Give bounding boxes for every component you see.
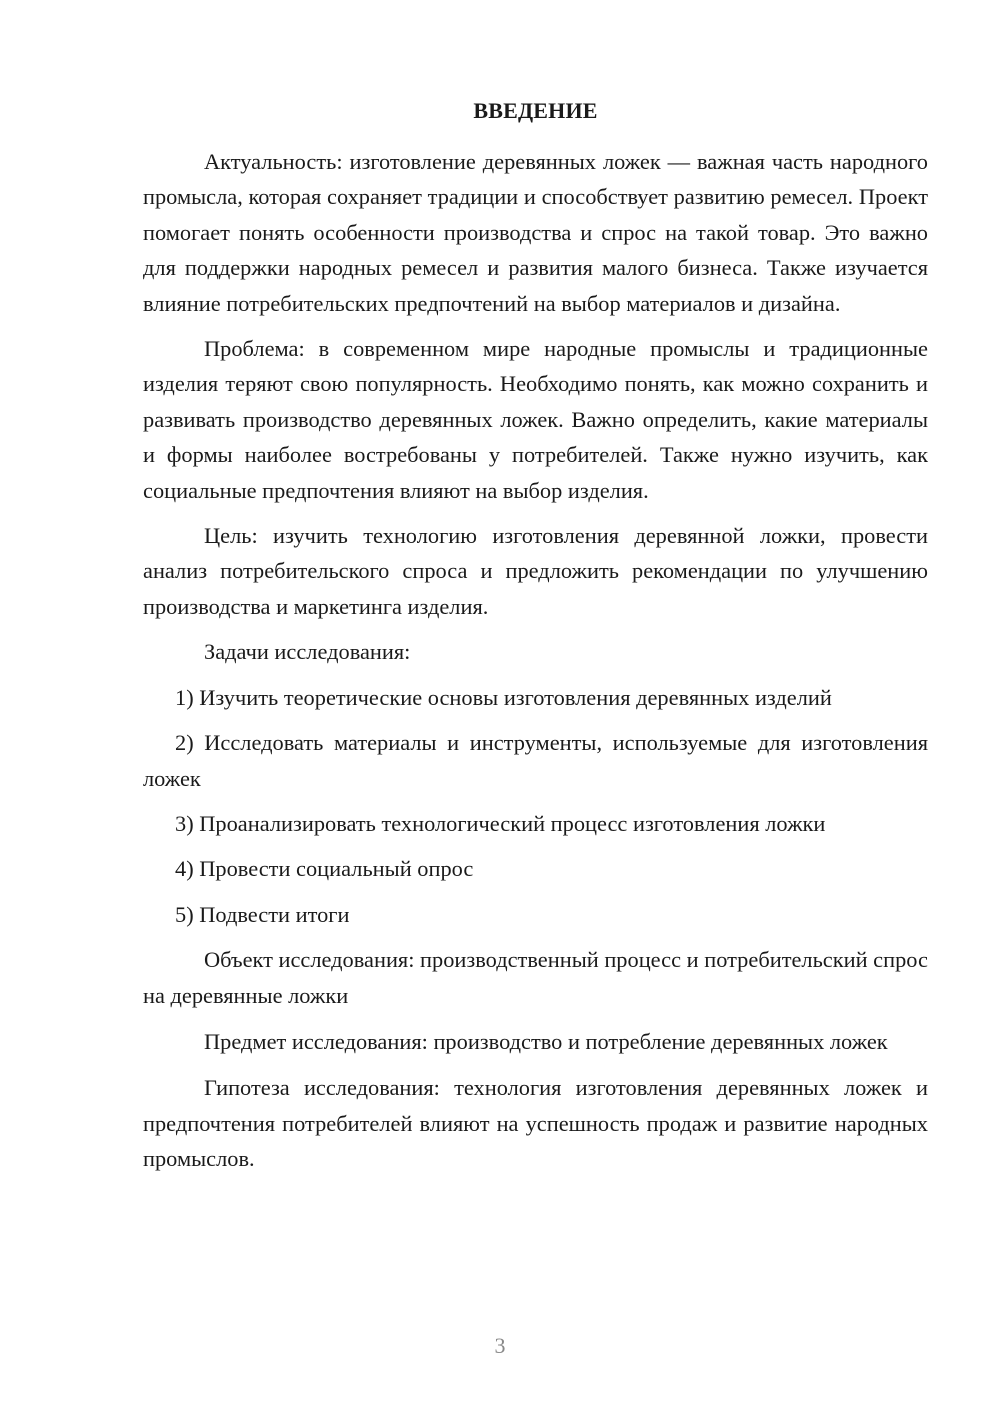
- task-item: 5) Подвести итоги: [175, 901, 350, 927]
- page-title: ВВЕДЕНИЕ: [473, 98, 598, 123]
- task-item: 3) Проанализировать технологический процесс изготовления ложки: [175, 810, 826, 836]
- task-item: 2) Исследовать материалы и инструменты, используемые для изготовления ложек: [143, 730, 928, 791]
- tasks-heading: Задачи исследования:: [204, 639, 411, 665]
- hypothesis-paragraph: Гипотеза исследования: технология изготовления деревянных ложек и предпочтения потребителей влияют на успешность продаж и развитие народных промыслов.: [143, 1075, 928, 1172]
- subject-paragraph: Предмет исследования: производство и потребление деревянных ложек: [204, 1028, 888, 1054]
- problem-paragraph: Проблема: в современном мире народные промыслы и традиционные изделия теряют свою популярность. Необходимо понять, как можно сохранить и развивать производство деревянных ложек. Важно определить, какие материалы и формы наиболее востребованы у потребителей. Также нужно изучить, как социальные предпочтения влияют на выбор изделия.: [143, 336, 928, 503]
- task-item: 1) Изучить теоретические основы изготовления деревянных изделий: [175, 684, 832, 710]
- task-item: 4) Провести социальный опрос: [175, 856, 474, 882]
- object-paragraph: Объект исследования: производственный процесс и потребительский спрос на деревянные ложки: [143, 947, 928, 1008]
- relevance-paragraph: Актуальность: изготовление деревянных ложек — важная часть народного промысла, которая сохраняет традиции и способствует развитию ремесел. Проект помогает понять особенности производства и спрос на такой товар. Это важно для поддержки народных ремесел и развития малого бизнеса. Также изучается влияние потребительских предпочтений на выбор материалов и дизайна.: [143, 149, 928, 316]
- page-number: 3: [494, 1333, 506, 1358]
- document-page: [143, 96, 928, 1177]
- goal-paragraph: Цель: изучить технологию изготовления деревянной ложки, провести анализ потребительского спроса и предложить рекомендации по улучшению производства и маркетинга изделия.: [143, 523, 928, 619]
